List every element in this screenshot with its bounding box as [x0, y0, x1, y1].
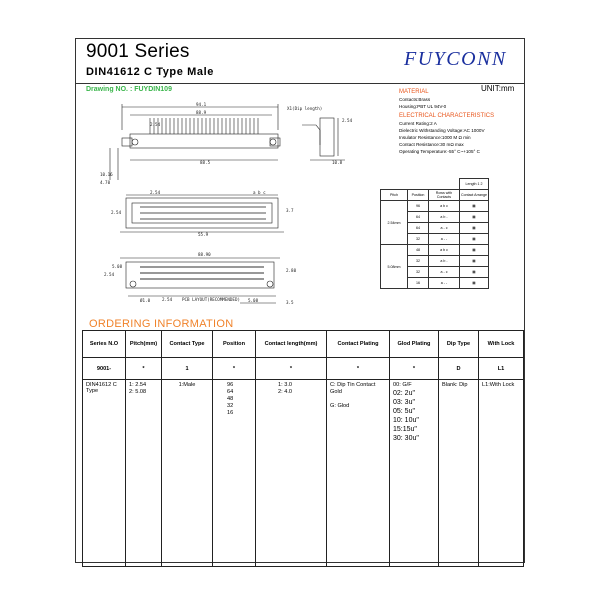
gold-plating-options: 00: G/F 02: 2u" 03: 3u" 05: 5u" 10: 10u" 15:15u" 30: 30u": [390, 380, 439, 567]
dim-2-80: 2.80: [286, 268, 297, 273]
contact-arrange-icon: ▦: [460, 201, 489, 212]
brand-logo: FUYCONN: [404, 48, 507, 70]
dim-2-54-side: 2.54: [342, 118, 353, 123]
top-view-contacts: [140, 206, 266, 220]
rows-header: Rows with Contacts: [429, 190, 460, 201]
dim-2-54-left: 2.54: [111, 210, 122, 215]
contact-arrange-icon: ▦: [460, 212, 489, 223]
side-view: [110, 104, 345, 180]
dim-4-70: 4.70: [100, 180, 111, 185]
dim-2-54: 2.54: [150, 122, 161, 127]
series-title: 9001 Series: [86, 41, 190, 62]
table-row: 32 a - - ▦: [381, 234, 489, 245]
material-line: Contacts:Brass: [399, 97, 431, 102]
table-row: 64 a - c ▦: [381, 223, 489, 234]
contact-arrange-icon: ▦: [460, 234, 489, 245]
table-row: 64 a b - ▦: [381, 212, 489, 223]
electrical-heading: ELECTRICAL CHARACTERISTICS: [399, 113, 495, 119]
dim-88-90: 88.90: [198, 252, 211, 257]
pcb-holes: [140, 266, 264, 280]
pitch-options: 1: 2.54 2: 5.08: [126, 380, 162, 567]
dim-10-8: 10.8: [332, 160, 343, 165]
table-row: 5.08mm 48 a b c ▦: [381, 245, 489, 256]
table-row: 2.54mm 96 a b c ▦: [381, 201, 489, 212]
with-lock-option: L1:With Lock: [479, 380, 524, 567]
dim-2-54-top: 2.54: [150, 190, 161, 195]
dim-55-9: 55.9: [198, 232, 209, 237]
position-header: Position: [408, 190, 429, 201]
ordering-header-row: Series N.O Pitch(mm) Contact Type Position Contact length(mm) Contact Plating Glod Plating Dip Type With Lock: [83, 331, 524, 358]
dim-10-16: 10.16: [100, 172, 113, 177]
pitch-header: Pitch: [381, 190, 408, 201]
dip-type-option: Blank: Dip: [439, 380, 479, 567]
electrical-line: Operating Temperature:-55° C~+105° C: [399, 149, 480, 154]
electrical-line: Insulator Resistance:1000 M Ω min: [399, 135, 471, 140]
pitch-position-table: [380, 178, 489, 289]
dim-dip-length: X1(Dip length): [287, 106, 323, 111]
series-option: DIN41612 C Type: [83, 380, 126, 567]
table-row: 32 a b - ▦: [381, 256, 489, 267]
ordering-code-row: 9001- * 1 * * * * D L1: [83, 358, 524, 380]
dim-3-5: 3.5: [286, 300, 294, 305]
position-options: 96 64 48 32 16: [213, 380, 256, 567]
table-row: 16 a - - ▦: [381, 278, 489, 289]
dim-3-7: 3.7: [286, 208, 294, 213]
ordering-options-row: [83, 380, 524, 567]
ordering-table: [82, 330, 524, 567]
dim-5-08-pcb: 5.08: [112, 264, 123, 269]
pcb-layout-label: PCB LAYOUT(RECOMMENDED): [182, 297, 240, 302]
contact-arrange-icon: ▦: [460, 223, 489, 234]
dim-94-1: 94.1: [196, 102, 207, 107]
pin-comb: [150, 118, 258, 134]
ordering-heading: ORDERING INFORMATION: [89, 318, 234, 330]
contact-plating-options: C: Dip Tin Contact Gold G: Glod: [327, 380, 390, 567]
material-line: Housing:PBT UL 94V-0: [399, 104, 447, 109]
electrical-line: Current Rating:2 A: [399, 121, 437, 126]
dim-2-54-pcb2: 2.54: [162, 297, 173, 302]
arrange-header: Contact Arrange: [460, 190, 489, 201]
dim-5-08-bottom: 5.08: [248, 298, 259, 303]
row-labels: a b c: [253, 190, 266, 195]
contact-arrange-icon: ▦: [460, 267, 489, 278]
dim-88-9: 88.9: [196, 110, 207, 115]
contact-length-options: 1: 3.0 2: 4.0: [256, 380, 327, 567]
length-head: Length 1 2: [460, 179, 489, 190]
dim-hole-dia: Ø1.0: [140, 298, 151, 303]
contact-type-option: 1:Male: [162, 380, 213, 567]
table-row: 32 a - c ▦: [381, 267, 489, 278]
product-subtitle: DIN41612 C Type Male: [86, 66, 214, 78]
electrical-line: Dielectric Withstanding Voltage:AC 1000V: [399, 128, 485, 133]
unit-label: UNIT:mm: [481, 84, 515, 93]
dim-88-5: 88.5: [200, 160, 211, 165]
contact-arrange-icon: ▦: [460, 256, 489, 267]
electrical-line: Contact Resistance:30 mΩ max: [399, 142, 464, 147]
contact-arrange-icon: ▦: [460, 245, 489, 256]
contact-arrange-icon: ▦: [460, 278, 489, 289]
dim-2-54-pcb: 2.54: [104, 272, 115, 277]
drawing-number: Drawing NO. : FUYDIN109: [86, 86, 172, 93]
material-heading: MATERIAL: [399, 89, 429, 95]
